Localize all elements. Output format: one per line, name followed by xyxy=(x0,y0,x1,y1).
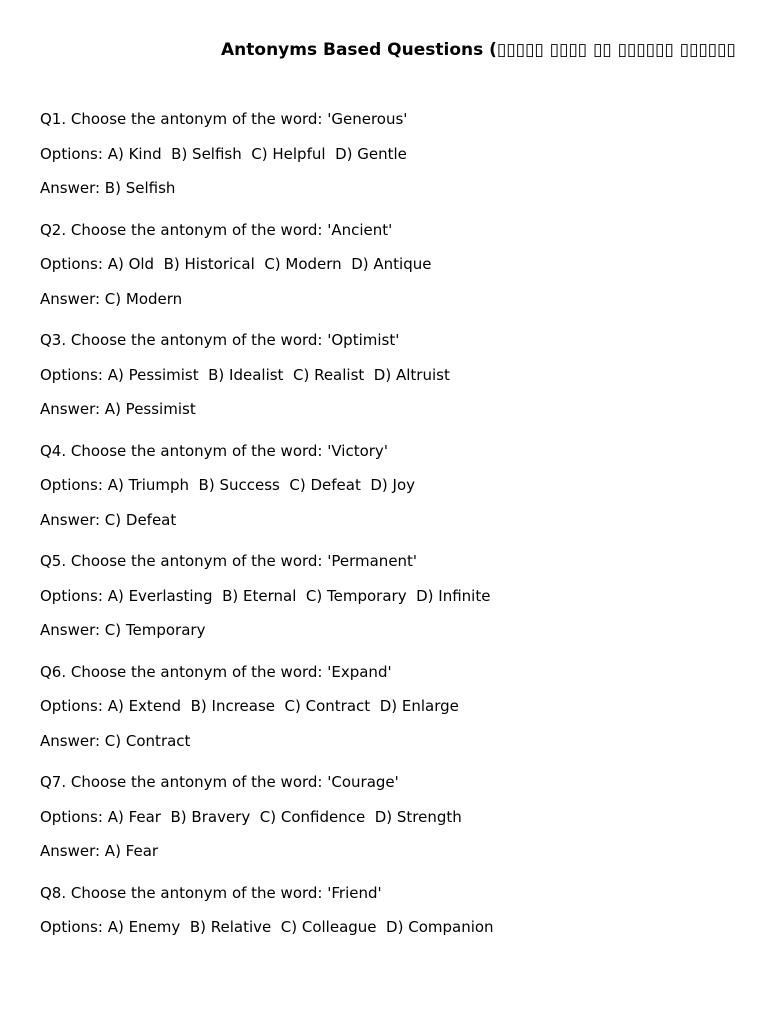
question-text: Q4. Choose the antonym of the word: 'Victory' xyxy=(40,441,388,460)
question-item-2 xyxy=(40,220,760,331)
question-text: Q7. Choose the antonym of the word: 'Courage' xyxy=(40,773,399,791)
page-title: Antonyms Based Questions (▯▯▯▯▯ ▯▯▯▯ ▯▯ ▯▯▯▯▯▯ ▯▯▯▯▯▯ xyxy=(221,40,736,60)
question-options: Options: A) Enemy B) Relative C) Colleague D) Companion xyxy=(40,918,494,936)
question-answer: Answer: C) Contract xyxy=(40,731,191,750)
question-item-5 xyxy=(40,551,760,662)
question-options: Options: A) Extend B) Increase C) Contract D) Enlarge xyxy=(40,697,459,715)
question-text: Q5. Choose the antonym of the word: 'Permanent' xyxy=(40,552,418,570)
question-item-3 xyxy=(40,330,760,441)
question-item-6 xyxy=(40,662,760,773)
question-answer: Answer: C) Temporary xyxy=(40,621,206,639)
question-item-1 xyxy=(40,109,760,220)
question-text: Q6. Choose the antonym of the word: 'Expand' xyxy=(40,662,392,681)
question-answer: Answer: C) Defeat xyxy=(40,510,177,529)
question-options: Options: A) Triumph B) Success C) Defeat D) Joy xyxy=(40,476,416,494)
question-options: Options: A) Pessimist B) Idealist C) Realist D) Altruist xyxy=(40,365,450,384)
question-options: Options: A) Fear B) Bravery C) Confidence D) Strength xyxy=(40,807,462,826)
question-answer: Answer: A) Pessimist xyxy=(40,400,196,418)
question-options: Options: A) Kind B) Selfish C) Helpful D) Gentle xyxy=(40,144,407,163)
question-text: Q8. Choose the antonym of the word: 'Friend' xyxy=(40,883,382,902)
question-answer: Answer: B) Selfish xyxy=(40,179,176,197)
question-options: Options: A) Everlasting B) Eternal C) Temporary D) Infinite xyxy=(40,586,491,605)
question-answer: Answer: C) Modern xyxy=(40,289,183,308)
question-item-7 xyxy=(40,772,760,883)
question-text: Q3. Choose the antonym of the word: 'Optimist' xyxy=(40,331,400,349)
question-text: Q2. Choose the antonym of the word: 'Ancient' xyxy=(40,220,393,239)
question-options: Options: A) Old B) Historical C) Modern D) Antique xyxy=(40,255,432,273)
question-answer: Answer: A) Fear xyxy=(40,842,159,860)
question-item-8 xyxy=(40,883,760,994)
question-item-4 xyxy=(40,441,760,552)
question-text: Q1. Choose the antonym of the word: 'Generous' xyxy=(40,110,408,128)
question-list xyxy=(40,109,760,993)
